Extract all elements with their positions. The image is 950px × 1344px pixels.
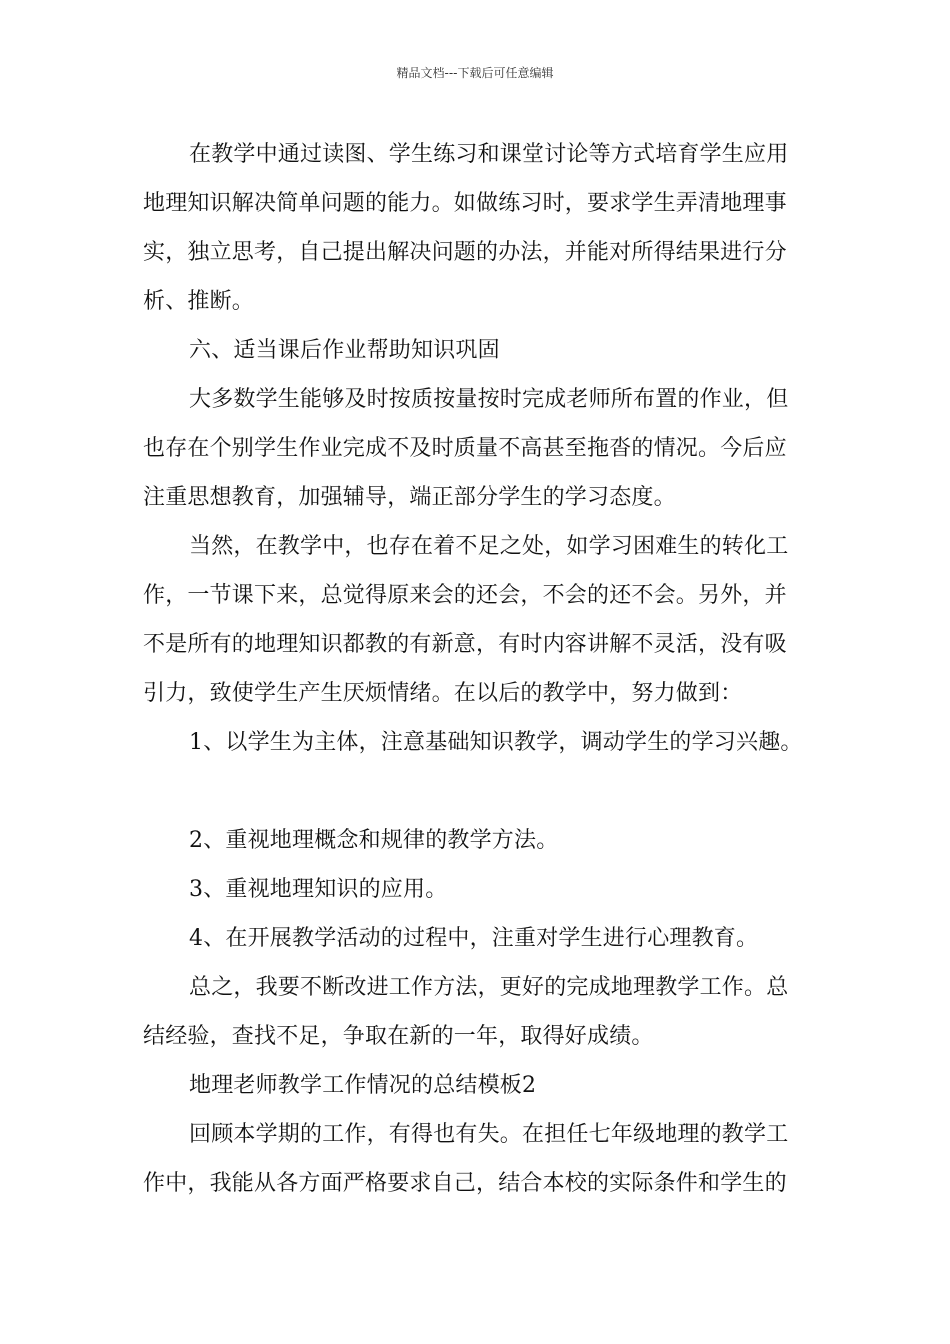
paragraph-line: 当然，在教学中，也存在着不足之处，如学习困难生的转化工 <box>189 534 789 559</box>
paragraph-line: 析、推断。 <box>143 289 255 314</box>
section-heading: 六、适当课后作业帮助知识巩固 <box>189 338 500 363</box>
list-item: 2、重视地理概念和规律的教学方法。 <box>189 828 559 853</box>
list-item: 3、重视地理知识的应用。 <box>189 877 448 902</box>
paragraph-line: 地理知识解决简单问题的能力。如做练习时，要求学生弄清地理事 <box>143 191 787 216</box>
paragraph-line: 作中，我能从各方面严格要求自己，结合本校的实际条件和学生的 <box>143 1171 787 1196</box>
paragraph-line: 总之，我要不断改进工作方法，更好的完成地理教学工作。总 <box>189 975 789 1000</box>
list-item: 4、在开展教学活动的过程中，注重对学生进行心理教育。 <box>189 926 759 951</box>
paragraph-line: 在教学中通过读图、学生练习和课堂讨论等方式培育学生应用 <box>189 142 789 167</box>
paragraph-line: 引力，致使学生产生厌烦情绪。在以后的教学中，努力做到： <box>143 681 743 706</box>
paragraph-line: 注重思想教育，加强辅导，端正部分学生的学习态度。 <box>143 485 676 510</box>
paragraph-line: 实，独立思考，自己提出解决问题的办法，并能对所得结果进行分 <box>143 240 787 265</box>
section-heading: 地理老师教学工作情况的总结模板2 <box>189 1073 537 1098</box>
paragraph-line: 结经验，查找不足，争取在新的一年，取得好成绩。 <box>143 1024 654 1049</box>
page-header: 精品文档---下载后可任意编辑 <box>396 66 554 80</box>
blank-line <box>143 767 808 816</box>
paragraph-line: 不是所有的地理知识都教的有新意，有时内容讲解不灵活，没有吸 <box>143 632 787 657</box>
paragraph-line: 回顾本学期的工作，有得也有失。在担任七年级地理的教学工 <box>189 1122 789 1147</box>
paragraph-line: 也存在个别学生作业完成不及时质量不高甚至拖沓的情况。今后应 <box>143 436 787 461</box>
paragraph-line: 作，一节课下来，总觉得原来会的还会，不会的还不会。另外，并 <box>143 583 787 608</box>
list-item: 1、以学生为主体，注意基础知识教学，调动学生的学习兴趣。 <box>189 730 803 755</box>
document-body <box>143 130 808 1208</box>
paragraph-line: 大多数学生能够及时按质按量按时完成老师所布置的作业，但 <box>189 387 789 412</box>
